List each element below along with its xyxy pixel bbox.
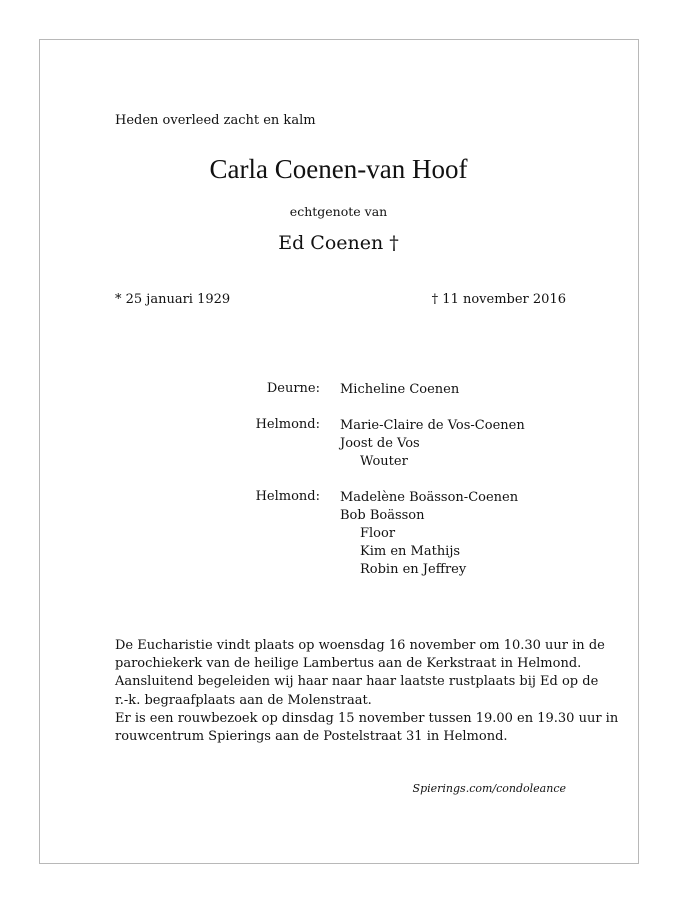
family-member: Micheline Coenen bbox=[340, 382, 460, 397]
service-line: r.-k. begraafplaats aan de Molenstraat. bbox=[115, 692, 372, 708]
family-grandchild: Wouter bbox=[360, 454, 408, 469]
birth-date: * 25 januari 1929 bbox=[115, 292, 231, 307]
condolence-link[interactable]: Spierings.com/condoleance bbox=[412, 782, 566, 795]
family-grandchild: Kim en Mathijs bbox=[360, 544, 461, 559]
family-grandchild: Floor bbox=[360, 526, 396, 541]
spouse-label: echtgenote van bbox=[289, 204, 388, 219]
service-line: Aansluitend begeleiden wij haar naar haar laatste rustplaats bij Ed op de bbox=[115, 674, 599, 690]
obituary-card bbox=[39, 39, 639, 864]
service-line: De Eucharistie vindt plaats op woensdag 16 november om 10.30 uur in de bbox=[115, 638, 605, 653]
family-grandchild: Robin en Jeffrey bbox=[360, 562, 467, 577]
service-line: parochiekerk van de heilige Lambertus aan de Kerkstraat in Helmond. bbox=[115, 656, 582, 672]
family-member: Madelène Boässon-Coenen bbox=[340, 490, 519, 505]
family-member: Joost de Vos bbox=[340, 436, 420, 451]
family-place: Helmond: bbox=[255, 489, 320, 504]
intro-text: Heden overleed zacht en kalm bbox=[115, 113, 316, 128]
family-member: Bob Boässon bbox=[340, 508, 425, 523]
service-line: rouwcentrum Spierings aan de Postelstraat 31 in Helmond. bbox=[115, 729, 508, 745]
service-line: Er is een rouwbezoek op dinsdag 15 november tussen 19.00 en 19.30 uur in bbox=[115, 710, 619, 726]
service-text bbox=[115, 637, 619, 746]
deceased-name: Carla Coenen-van Hoof bbox=[209, 154, 468, 184]
family-member: Marie-Claire de Vos-Coenen bbox=[340, 418, 525, 433]
death-date: † 11 november 2016 bbox=[431, 292, 566, 307]
family-place: Helmond: bbox=[255, 417, 320, 432]
spouse-name: Ed Coenen † bbox=[278, 232, 399, 254]
family-place: Deurne: bbox=[266, 381, 320, 396]
